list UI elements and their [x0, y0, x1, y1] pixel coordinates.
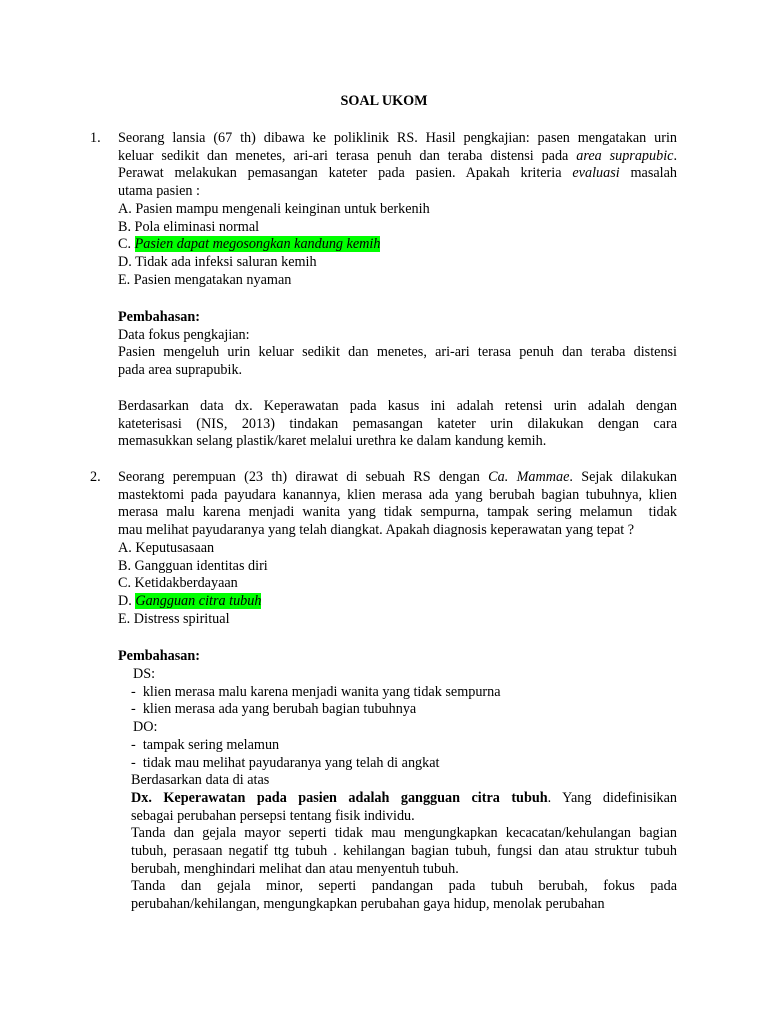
q2-diagnosis-text: . Yang didefinisikan: [547, 789, 677, 806]
q2-do-item: - tidak mau melihat payudaranya yang telah di angkat: [131, 754, 440, 771]
q2-option-e: E. Distress spiritual: [118, 610, 230, 627]
question-2: [118, 469, 677, 628]
page-title: SOAL UKOM: [340, 93, 428, 109]
q2-stem-line-3: merasa malu karena menjadi wanita yang tidak sempurna, tampak sering melamun tidak: [118, 504, 677, 521]
q2-option-c: C. Ketidakberdayaan: [118, 575, 238, 592]
q2-ds-label: DS:: [133, 666, 156, 682]
q2-major-signs-line: berubah, menghindari melihat dan atau menyentuh tubuh.: [131, 860, 459, 877]
q2-discussion-heading: Pembahasan:: [118, 648, 200, 664]
q1-stem-italic-term: evaluasi: [572, 165, 620, 182]
q1-discussion-line: Data fokus pengkajian:: [118, 326, 250, 343]
q1-discussion-line: memasukkan selang plastik/karet melalui urethra ke dalam kandung kemih.: [118, 433, 547, 450]
q2-do-item: - tampak sering melamun: [131, 736, 280, 753]
q1-stem-text: keluar sedikit dan menetes, ari-ari terasa penuh dan teraba distensi pada: [118, 147, 577, 164]
q1-discussion-line: Berdasarkan data dx. Keperawatan pada kasus ini adalah retensi urin adalah dengan: [118, 398, 677, 414]
q1-discussion-conclusion: [118, 398, 677, 451]
q2-ds-item: - klien merasa ada yang berubah bagian tubuhnya: [131, 701, 417, 718]
q2-discussion-heading-block: [118, 648, 677, 666]
q1-discussion: [118, 309, 677, 380]
q2-ds-item: - klien merasa malu karena menjadi wanita yang tidak sempurna: [131, 683, 501, 700]
q1-option-e: E. Pasien mengatakan nyaman: [118, 271, 292, 288]
question-2-number: 2.: [90, 469, 101, 485]
q2-stem-line-4: mau melihat payudaranya yang telah diangkat. Apakah diagnosis keperawatan yang tepat ?: [118, 522, 635, 539]
q2-diagnosis-bold: Dx. Keperawatan pada pasien adalah gangguan citra tubuh: [131, 789, 548, 806]
q2-option-a: A. Keputusasaan: [118, 539, 215, 556]
q1-stem-text: Perawat melakukan pemasangan kateter pada pasien. Apakah kriteria: [118, 165, 573, 182]
q2-option-d: [118, 593, 677, 611]
q1-option-d: D. Tidak ada infeksi saluran kemih: [118, 253, 317, 270]
question-1: [118, 130, 677, 289]
q2-do-label: DO:: [133, 719, 158, 736]
q1-option-b: B. Pola eliminasi normal: [118, 218, 260, 235]
q2-stem-line-1: [118, 469, 677, 487]
q2-diagnosis-line-2: sebagai perubahan persepsi tentang fisik individu.: [131, 807, 415, 824]
q1-option-c-letter: C.: [118, 236, 135, 253]
q2-discussion: [131, 666, 677, 914]
q1-discussion-heading: Pembahasan:: [118, 309, 200, 325]
q1-stem-line-3: [118, 165, 677, 183]
q2-correct-answer-highlight: Gangguan citra tubuh: [135, 592, 262, 609]
q1-option-a: A. Pasien mampu mengenali keinginan untuk berkenih: [118, 200, 430, 217]
q1-stem-italic-term: area suprapubic: [576, 147, 674, 164]
q2-minor-signs-line: Tanda dan gejala minor, seperti pandangan pada tubuh berubah, fokus pada: [131, 878, 677, 895]
q2-option-d-letter: D.: [118, 592, 136, 609]
q1-discussion-line: kateterisasi (NIS, 2013) tindakan pemasangan kateter urin dilakukan dengan cara: [118, 415, 677, 432]
q1-correct-answer-highlight: Pasien dapat megosongkan kandung kemih: [134, 236, 381, 253]
q1-discussion-line: Pasien mengeluh urin keluar sedikit dan menetes, ari-ari terasa penuh dan teraba distensi: [118, 344, 677, 361]
q2-stem-text: . Sejak dilakukan: [569, 469, 677, 485]
question-1-number: 1.: [90, 130, 101, 146]
q1-option-c: [118, 236, 677, 254]
q1-stem-text: .: [673, 147, 677, 164]
q2-stem-line-2: mastektomi pada payudara kanannya, klien merasa ada yang berubah bagian tubuhnya, klien: [118, 486, 677, 503]
q2-option-b: B. Gangguan identitas diri: [118, 557, 268, 574]
q2-stem-italic-term: Ca. Mammae: [488, 469, 570, 485]
q1-stem-line-2: [118, 148, 677, 166]
q2-diagnosis-line-1: [131, 790, 677, 808]
q2-stem-text: Seorang perempuan (23 th) dirawat di sebuah RS dengan: [118, 469, 489, 485]
q2-basis-line: Berdasarkan data di atas: [131, 772, 270, 789]
q1-stem-line-1: Seorang lansia (67 th) dibawa ke poliklinik RS. Hasil pengkajian: pasen mengatakan urin: [118, 130, 677, 146]
q2-minor-signs-line: perubahan/kehilangan, mengungkapkan perubahan gaya hidup, menolak perubahan: [131, 896, 605, 913]
q1-stem-line-4: utama pasien :: [118, 183, 200, 200]
q1-stem-text: masalah: [619, 165, 677, 182]
q2-major-signs-line: tubuh, perasaan negatif ttg tubuh . kehilangan bagian tubuh, fungsi dan atau struktur tubuh: [131, 843, 677, 860]
q1-discussion-line: pada area suprapubik.: [118, 362, 243, 379]
q2-major-signs-line: Tanda dan gejala mayor seperti tidak mau mengungkapkan kecacatan/kehulangan bagian: [131, 825, 677, 842]
